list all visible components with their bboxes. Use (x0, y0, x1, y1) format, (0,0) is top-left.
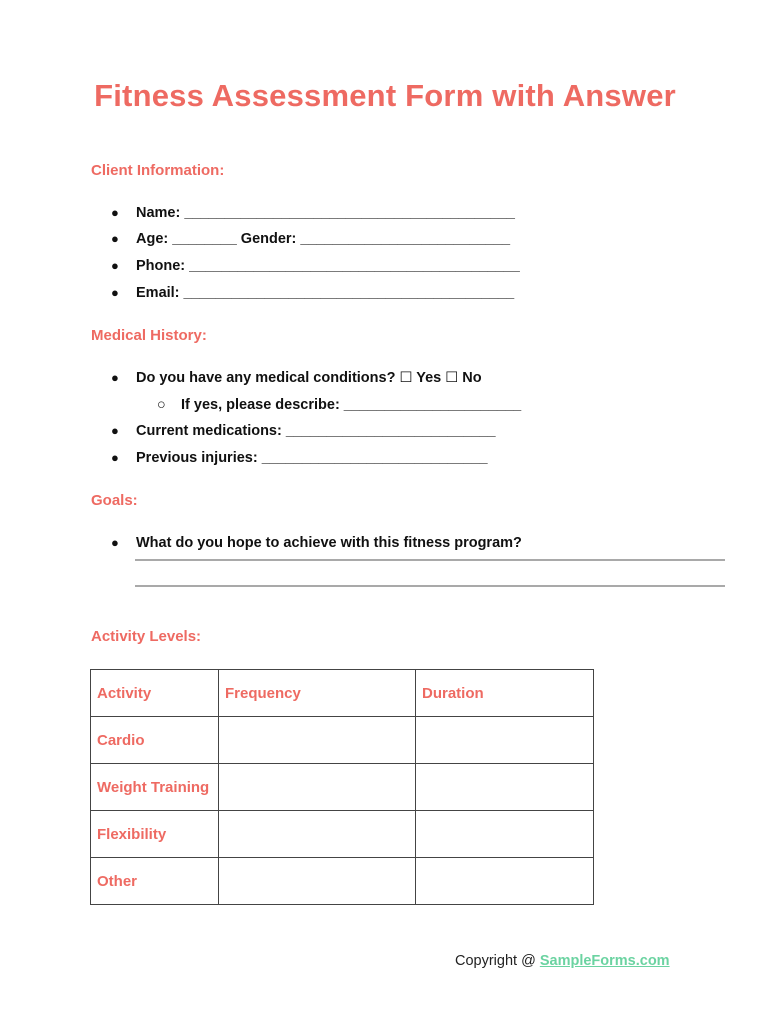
table-row (91, 764, 594, 811)
activity-weight-training: Weight Training (91, 764, 219, 811)
table-row (91, 811, 594, 858)
medical-history-heading: Medical History: (91, 327, 207, 344)
sampleforms-link[interactable]: SampleForms.com (539, 953, 670, 969)
describe-label: If yes, please describe: ______________________ (181, 397, 522, 413)
bullet-icon: ● (111, 205, 119, 220)
bullet-icon: ● (111, 285, 119, 300)
duration-cell[interactable] (416, 858, 594, 905)
table-row (91, 717, 594, 764)
duration-cell[interactable] (416, 717, 594, 764)
frequency-cell[interactable] (219, 811, 416, 858)
email-field[interactable] (111, 285, 514, 301)
injuries-field[interactable] (111, 450, 488, 466)
duration-cell[interactable] (416, 811, 594, 858)
bullet-icon: ● (111, 370, 119, 385)
copyright-text: Copyright @ (455, 953, 540, 969)
medical-conditions-question[interactable] (111, 370, 482, 386)
bullet-icon: ● (111, 231, 119, 246)
goals-answer-line-1[interactable] (135, 559, 725, 561)
bullet-icon: ● (111, 423, 119, 438)
injuries-label: Previous injuries: ____________________________ (136, 450, 488, 466)
goals-question-label: What do you hope to achieve with this fitness program? (136, 535, 522, 551)
name-label: Name: _________________________________________ (136, 205, 515, 221)
medical-conditions-label: Do you have any medical conditions? ☐ Yes ☐ No (136, 370, 482, 386)
frequency-cell[interactable] (219, 764, 416, 811)
goals-question (111, 535, 522, 551)
bullet-icon: ● (111, 535, 119, 550)
age-gender-field[interactable] (111, 231, 510, 247)
age-gender-label: Age: ________ Gender: __________________________ (136, 231, 511, 247)
duration-cell[interactable] (416, 764, 594, 811)
copyright-footer (455, 953, 670, 969)
header-frequency: Frequency (219, 670, 416, 717)
bullet-icon: ● (111, 258, 119, 273)
goals-heading: Goals: (91, 492, 138, 509)
client-info-heading: Client Information: (91, 162, 225, 179)
medications-field[interactable] (111, 423, 496, 439)
page-title: Fitness Assessment Form with Answer (94, 78, 676, 113)
medications-label: Current medications: __________________________ (136, 423, 496, 439)
header-activity: Activity (91, 670, 219, 717)
describe-field[interactable] (157, 397, 521, 413)
activity-levels-heading: Activity Levels: (91, 628, 202, 645)
activity-table (90, 669, 594, 905)
activity-flexibility: Flexibility (91, 811, 219, 858)
goals-answer-line-2[interactable] (135, 585, 725, 587)
sub-bullet-icon: ○ (157, 397, 166, 413)
bullet-icon: ● (111, 450, 119, 465)
header-duration: Duration (416, 670, 594, 717)
name-field[interactable] (111, 205, 515, 221)
phone-label: Phone: _________________________________________ (136, 258, 520, 274)
frequency-cell[interactable] (219, 717, 416, 764)
table-header-row (91, 670, 594, 717)
phone-field[interactable] (111, 258, 520, 274)
table-row (91, 858, 594, 905)
email-label: Email: _________________________________________ (136, 285, 515, 301)
activity-other: Other (91, 858, 219, 905)
activity-cardio: Cardio (91, 717, 219, 764)
frequency-cell[interactable] (219, 858, 416, 905)
